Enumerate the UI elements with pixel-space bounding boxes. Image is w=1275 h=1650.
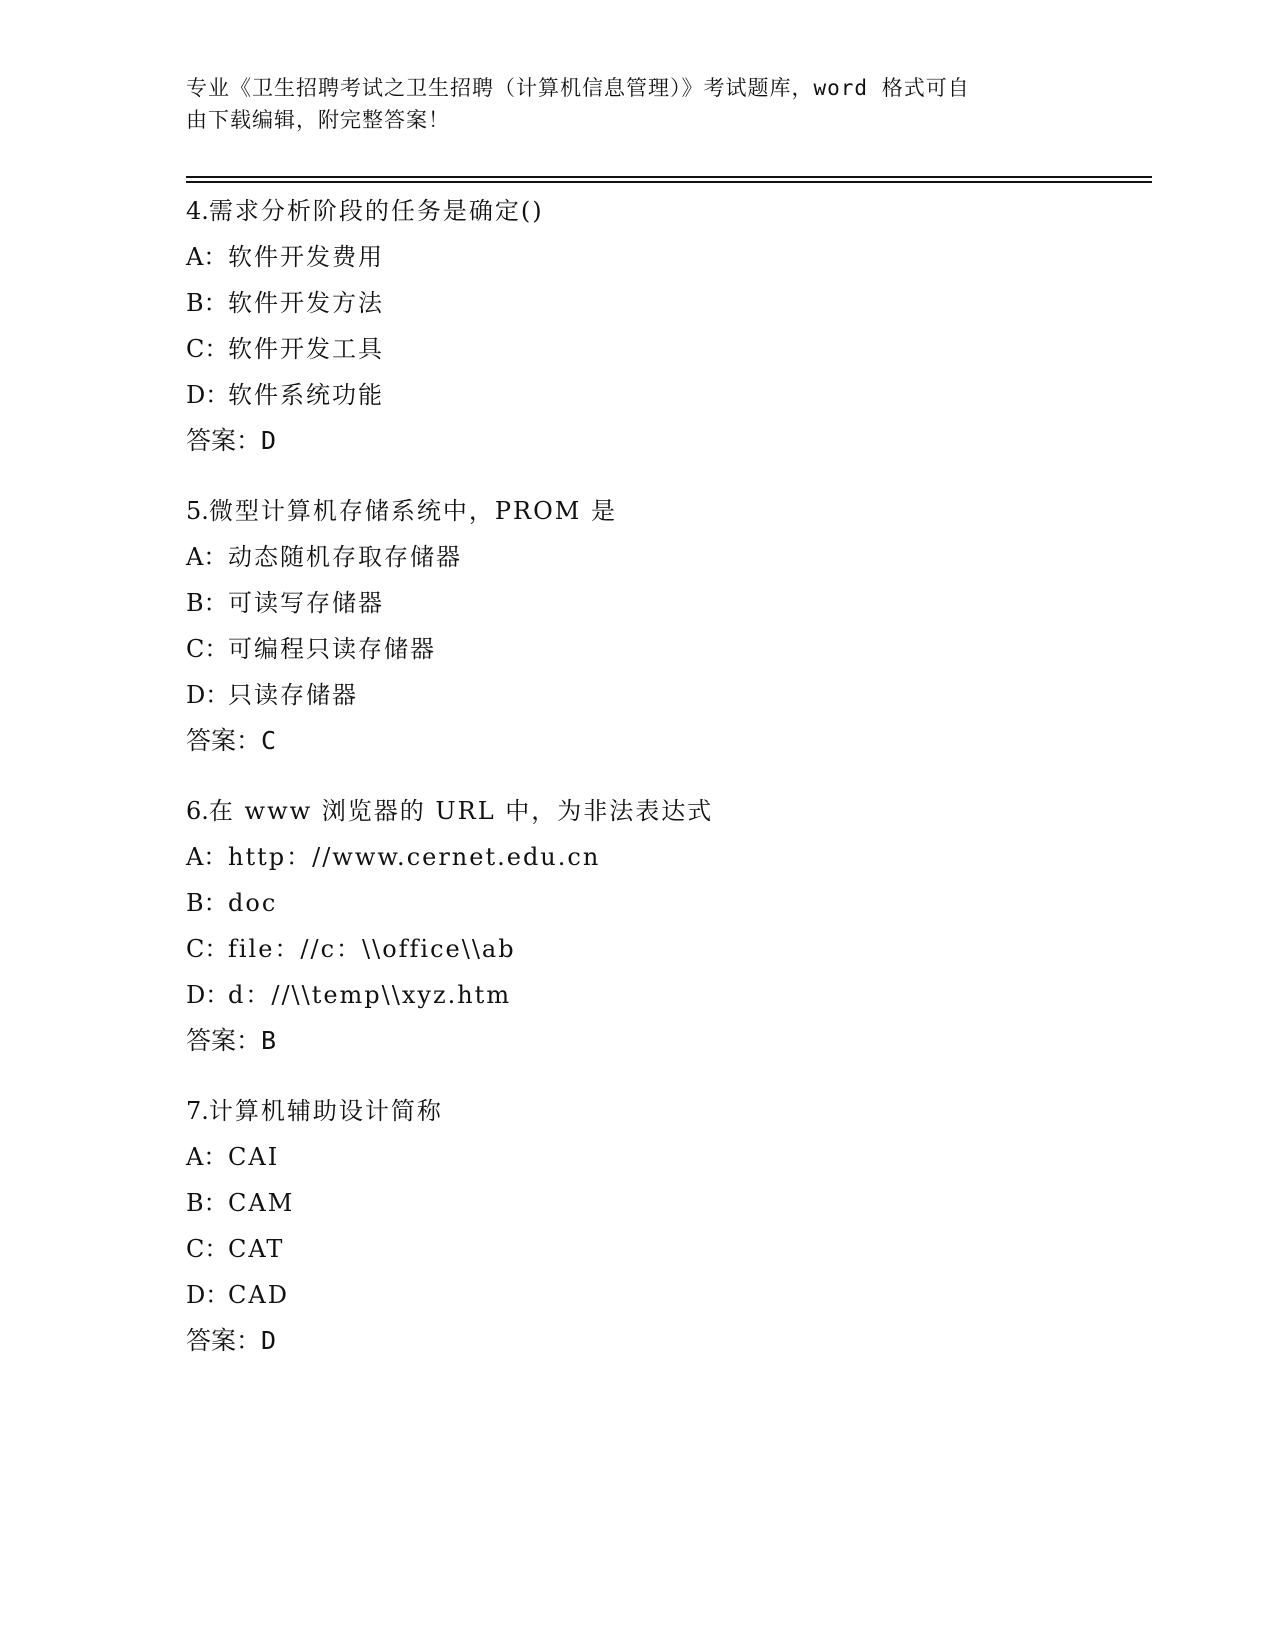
document-header <box>186 72 1066 136</box>
option-text: 软件开发工具 <box>228 335 384 363</box>
option-text: doc <box>228 889 278 917</box>
option-key: A： <box>186 243 228 271</box>
option-text: http：//www.cernet.edu.cn <box>228 843 601 871</box>
answer-value: D <box>261 1326 277 1355</box>
option-d <box>186 672 1146 718</box>
option-key: A： <box>186 543 228 571</box>
option-text: CAM <box>228 1189 295 1217</box>
header-line-1: 专业《卫生招聘考试之卫生招聘（计算机信息管理）》考试题库，word 格式可自 <box>186 76 970 100</box>
option-c <box>186 326 1146 372</box>
option-c <box>186 1226 1146 1272</box>
option-text: CAI <box>228 1143 280 1171</box>
option-key: B： <box>186 1189 228 1217</box>
question-number: 4. <box>186 197 209 225</box>
option-key: C： <box>186 935 229 963</box>
option-a <box>186 834 1146 880</box>
option-key: D： <box>186 1281 230 1309</box>
option-text: 只读存储器 <box>228 681 358 709</box>
option-key: C： <box>186 635 229 663</box>
option-b <box>186 1180 1146 1226</box>
question-number: 7. <box>186 1097 209 1125</box>
option-a <box>186 1134 1146 1180</box>
header-divider-bottom <box>186 181 1152 183</box>
option-key: B： <box>186 889 228 917</box>
option-c <box>186 926 1146 972</box>
option-text: 可读写存储器 <box>228 589 384 617</box>
question-number: 6. <box>186 797 209 825</box>
question-text: 计算机辅助设计简称 <box>208 1097 443 1125</box>
option-key: A： <box>186 843 228 871</box>
option-a <box>186 234 1146 280</box>
option-d <box>186 1272 1146 1318</box>
option-c <box>186 626 1146 672</box>
option-b <box>186 580 1146 626</box>
question-text: 需求分析阶段的任务是确定() <box>208 197 544 225</box>
option-key: B： <box>186 289 228 317</box>
answer-label: 答案： <box>186 426 262 455</box>
option-text: 动态随机存取存储器 <box>228 543 462 571</box>
option-text: d：//\\temp\\xyz.htm <box>228 981 512 1009</box>
option-a <box>186 534 1146 580</box>
option-text: 可编程只读存储器 <box>228 635 436 663</box>
answer-line <box>186 1318 1146 1364</box>
question-number: 5. <box>186 497 209 525</box>
option-key: C： <box>186 335 229 363</box>
option-key: D： <box>186 981 230 1009</box>
question-text: 微型计算机存储系统中，PROM 是 <box>208 497 618 525</box>
option-key: D： <box>186 681 230 709</box>
answer-value: B <box>261 1026 277 1055</box>
answer-value: C <box>261 726 277 755</box>
question-block <box>186 488 1146 764</box>
option-text: 软件开发方法 <box>228 289 384 317</box>
option-d <box>186 972 1146 1018</box>
option-key: A： <box>186 1143 228 1171</box>
header-line-2: 由下载编辑，附完整答案！ <box>186 108 450 132</box>
question-block <box>186 788 1146 1064</box>
option-text: 软件开发费用 <box>228 243 384 271</box>
option-key: B： <box>186 589 228 617</box>
answer-label: 答案： <box>186 1326 262 1355</box>
answer-line <box>186 1018 1146 1064</box>
question-stem <box>186 188 1146 234</box>
question-list <box>186 188 1146 1388</box>
option-key: C： <box>186 1235 229 1263</box>
question-stem <box>186 1088 1146 1134</box>
question-stem <box>186 788 1146 834</box>
answer-line <box>186 418 1146 464</box>
question-block <box>186 1088 1146 1364</box>
option-text: 软件系统功能 <box>228 381 384 409</box>
answer-label: 答案： <box>186 1026 262 1055</box>
option-d <box>186 372 1146 418</box>
answer-value: D <box>261 426 277 455</box>
answer-line <box>186 718 1146 764</box>
question-block <box>186 188 1146 464</box>
option-text: CAT <box>228 1235 285 1263</box>
header-divider-top <box>186 176 1152 178</box>
question-stem <box>186 488 1146 534</box>
option-b <box>186 280 1146 326</box>
option-b <box>186 880 1146 926</box>
answer-label: 答案： <box>186 726 262 755</box>
option-key: D： <box>186 381 230 409</box>
option-text: CAD <box>228 1281 289 1309</box>
question-text: 在 www 浏览器的 URL 中，为非法表达式 <box>208 797 714 825</box>
option-text: file：//c：\\office\\ab <box>228 935 516 963</box>
